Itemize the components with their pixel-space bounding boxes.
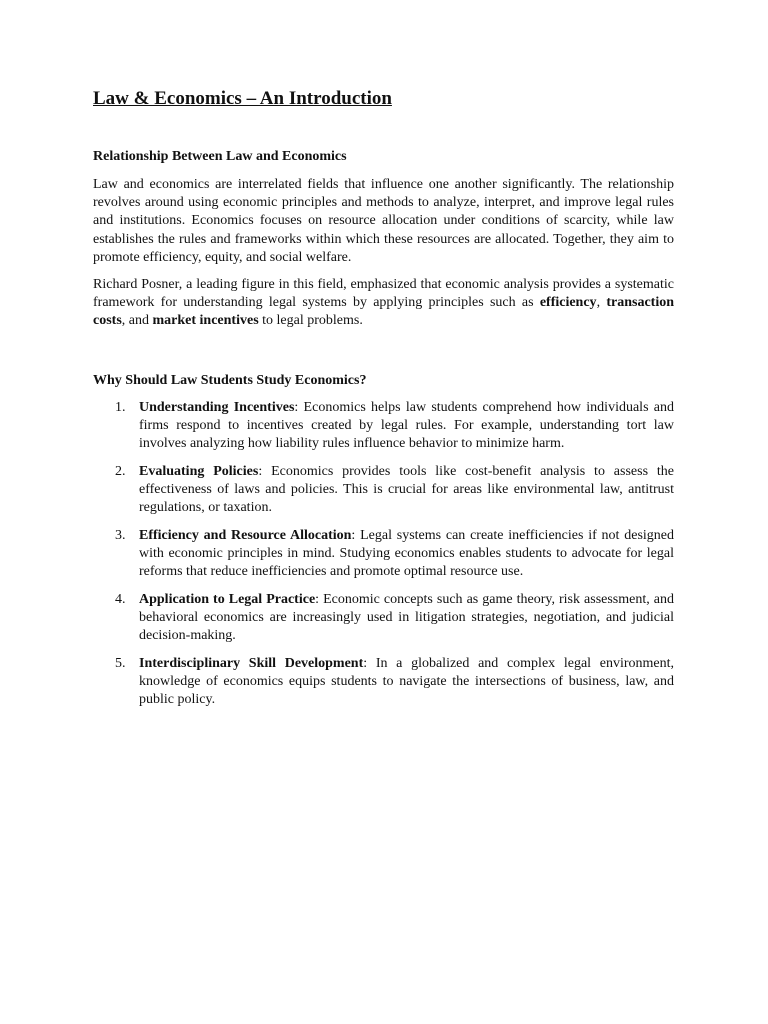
list-item-text: : Economic concepts such as game theory, risk assessment, and behavioral economics are increasingly used in litigation strategies, negotiation, and judicial decision-making. xyxy=(139,591,674,644)
section-heading-relationship: Relationship Between Law and Economics xyxy=(93,149,347,164)
list-item xyxy=(93,463,674,518)
term-separator: , xyxy=(596,295,607,311)
document-title: Law & Economics – An Introduction xyxy=(93,88,392,109)
term-efficiency: efficiency xyxy=(539,295,597,311)
list-item-number: 1. xyxy=(115,399,126,415)
list-item-text: : In a globalized and complex legal environment, knowledge of economics equips students to navigate the intersections of business, law, and public policy. xyxy=(139,655,674,708)
list-item-text: : Economics provides tools like cost-benefit analysis to assess the effectiveness of laws and policies. This is crucial for areas like environmental law, antitrust regulations, or taxation. xyxy=(139,463,674,516)
term-market-incentives: market incentives xyxy=(152,313,259,329)
paragraph-relationship: Law and economics are interrelated fields that influence one another significantly. The relationship revolves around using economic principles and methods to analyze, interpret, and improve legal rules and institutions. Economics focuses on resource allocation under conditions of scarcity, while law establishes the rules and frameworks within which these resources are allocated. Together, they aim to promote efficiency, equity, and social welfare. xyxy=(93,177,674,265)
list-item-number: 3. xyxy=(115,527,126,543)
list-item-title: Interdisciplinary Skill Development xyxy=(139,655,364,671)
list-item xyxy=(93,655,674,710)
section-heading-why-study: Why Should Law Students Study Economics? xyxy=(93,372,367,388)
list-item-number: 2. xyxy=(115,463,126,479)
list-item-title: Understanding Incentives xyxy=(139,399,295,415)
term-transaction-costs: transaction costs xyxy=(93,295,675,329)
list-item-title: Application to Legal Practice xyxy=(139,591,316,607)
list-item-text: : Economics helps law students comprehend how individuals and firms respond to incentives created by legal rules. For example, understanding tort law involves analyzing how liability rules influence behavior to minimize harm. xyxy=(139,399,674,452)
list-item-number: 4. xyxy=(115,591,126,607)
list-item xyxy=(93,399,674,454)
term-separator: , and xyxy=(121,313,153,329)
list-item-title: Evaluating Policies xyxy=(139,463,259,479)
list-item xyxy=(93,527,674,582)
posner-intro-text: Richard Posner, a leading figure in this field, emphasized that economic analysis provides a systematic framework for understanding legal systems by applying principles such as xyxy=(93,277,674,311)
list-item xyxy=(93,591,674,646)
posner-outro-text: to legal problems. xyxy=(258,313,363,329)
reasons-list xyxy=(93,399,674,710)
paragraph-posner xyxy=(93,276,674,331)
document-body xyxy=(93,86,674,719)
list-item-number: 5. xyxy=(115,655,126,671)
list-item-text: : Legal systems can create inefficiencies if not designed with economic principles in mind. Studying economics enables students to advocate for legal reforms that reduce inefficiencies and promote optimal resource use. xyxy=(139,527,674,580)
list-item-title: Efficiency and Resource Allocation xyxy=(139,527,352,543)
